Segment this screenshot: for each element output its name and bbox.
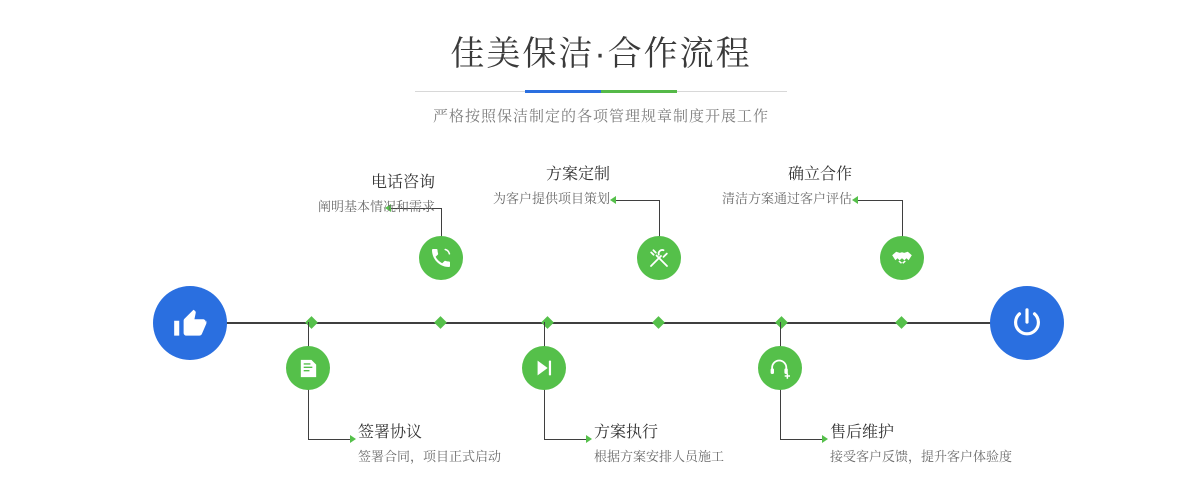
step-title: 售后维护: [830, 424, 895, 441]
process-timeline: [0, 150, 1202, 502]
step-desc: 为客户提供项目策划: [492, 191, 610, 206]
step-node-1[interactable]: [419, 236, 463, 280]
connector-arrow: [822, 435, 828, 443]
connector-horizontal: [780, 439, 822, 440]
page-header: [0, 32, 1202, 126]
connector-horizontal: [544, 439, 586, 440]
step-label-5: [640, 164, 852, 209]
step-node-4[interactable]: [522, 346, 566, 390]
step-node-3[interactable]: [637, 236, 681, 280]
connector-arrow: [586, 435, 592, 443]
step-node-2[interactable]: [286, 346, 330, 390]
step-label-6: [830, 422, 1160, 467]
tools-icon: [647, 246, 671, 270]
title-divider: [415, 90, 787, 93]
step-title: 电话咨询: [370, 174, 435, 191]
timeline-dot: [652, 316, 665, 329]
step-label-4: [594, 422, 854, 467]
timeline-start-node: [153, 286, 227, 360]
divider-segment-green: [601, 90, 677, 93]
play-forward-icon: [533, 357, 555, 379]
connector-arrow: [610, 196, 616, 204]
step-title: 确立合作: [787, 166, 852, 183]
headset-add-icon: [768, 356, 792, 380]
step-desc: 根据方案安排人员施工: [594, 449, 725, 464]
step-label-3: [400, 164, 610, 209]
timeline-end-node: [990, 286, 1064, 360]
step-desc: 接受客户反馈，提升客户体验度: [830, 449, 1013, 464]
step-node-6[interactable]: [758, 346, 802, 390]
page-title: 佳美保洁·合作流程: [450, 35, 752, 73]
step-title: 方案执行: [594, 424, 659, 441]
power-icon: [1009, 305, 1045, 341]
timeline-dot: [895, 316, 908, 329]
step-desc: 阐明基本情况和需求: [317, 199, 435, 214]
step-title: 方案定制: [545, 166, 610, 183]
phone-ring-icon: [429, 246, 453, 270]
connector-horizontal: [858, 200, 902, 201]
step-label-2: [358, 422, 608, 467]
timeline-dot: [434, 316, 447, 329]
page-subtitle: 严格按照保洁制定的各项管理规章制度开展工作: [432, 108, 769, 125]
thumbs-up-icon: [171, 304, 209, 342]
step-desc: 清洁方案通过客户评估: [721, 191, 852, 206]
connector-arrow: [350, 435, 356, 443]
connector-arrow: [852, 196, 858, 204]
divider-segment-blue: [525, 90, 601, 93]
handshake-icon: [890, 246, 914, 270]
timeline-dot: [775, 316, 788, 329]
step-label-1: [180, 172, 435, 217]
step-desc: 签署合同，项目正式启动: [358, 449, 502, 464]
step-node-5[interactable]: [880, 236, 924, 280]
step-title: 签署协议: [358, 424, 423, 441]
document-edit-icon: [297, 357, 320, 380]
connector-horizontal: [308, 439, 350, 440]
